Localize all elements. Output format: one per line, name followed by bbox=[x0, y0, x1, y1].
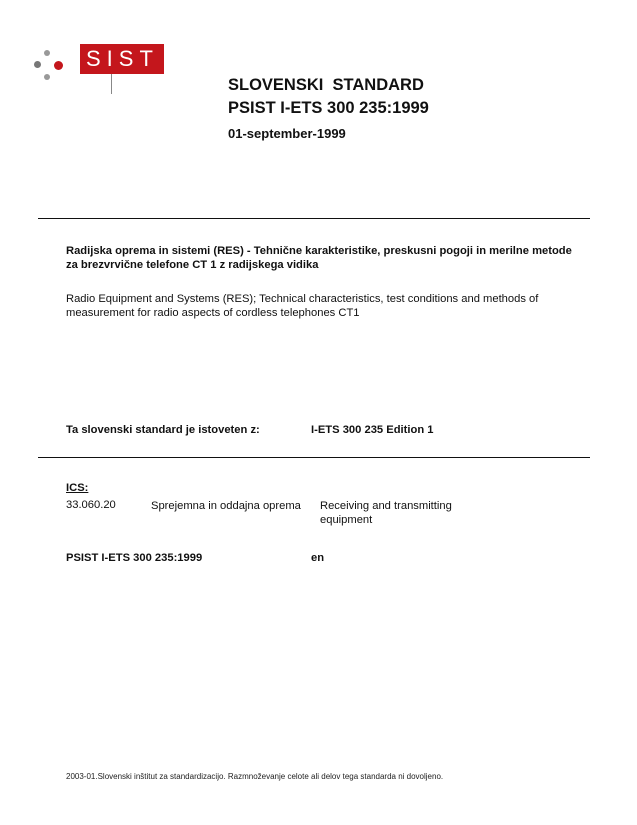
document-code: PSIST I-ETS 300 235:1999 bbox=[66, 552, 203, 564]
logo-dot bbox=[34, 61, 41, 68]
logo-dot bbox=[44, 50, 50, 56]
footer-copyright: 2003-01.Slovenski inštitut za standardizacijo. Razmnoževanje celote ali delov tega standarda ni dovoljeno. bbox=[66, 772, 444, 781]
publication-date: 01-september-1999 bbox=[228, 126, 346, 141]
logo-dots bbox=[34, 48, 74, 88]
ics-code: 33.060.20 bbox=[66, 499, 116, 511]
title-english: Radio Equipment and Systems (RES); Technical characteristics, test conditions and methods of measurement for radio aspects of cordless telephones CT1 bbox=[66, 293, 539, 319]
sist-logo: SIST bbox=[80, 44, 164, 74]
standard-number: PSIST I-ETS 300 235:1999 bbox=[228, 99, 429, 117]
logo-dot bbox=[44, 74, 50, 80]
title-slovenian: Radijska oprema in sistemi (RES) - Tehnične karakteristike, preskusni pogoji in merilne metode za brezvrvične telefone CT 1 z radijskega vidika bbox=[66, 245, 572, 271]
identity-label: Ta slovenski standard je istoveten z: bbox=[66, 424, 260, 436]
ics-description-sl: Sprejemna in oddajna oprema bbox=[151, 500, 301, 512]
logo-rule bbox=[111, 74, 112, 94]
ics-description-en: Receiving and transmitting equipment bbox=[320, 500, 452, 526]
ics-heading: ICS: bbox=[66, 482, 89, 494]
divider-middle bbox=[38, 457, 590, 458]
logo-dot bbox=[54, 61, 63, 70]
document-language: en bbox=[311, 552, 325, 564]
identity-value: I-ETS 300 235 Edition 1 bbox=[311, 424, 434, 436]
standard-type: SLOVENSKI STANDARD bbox=[228, 76, 424, 94]
divider-top bbox=[38, 218, 590, 219]
